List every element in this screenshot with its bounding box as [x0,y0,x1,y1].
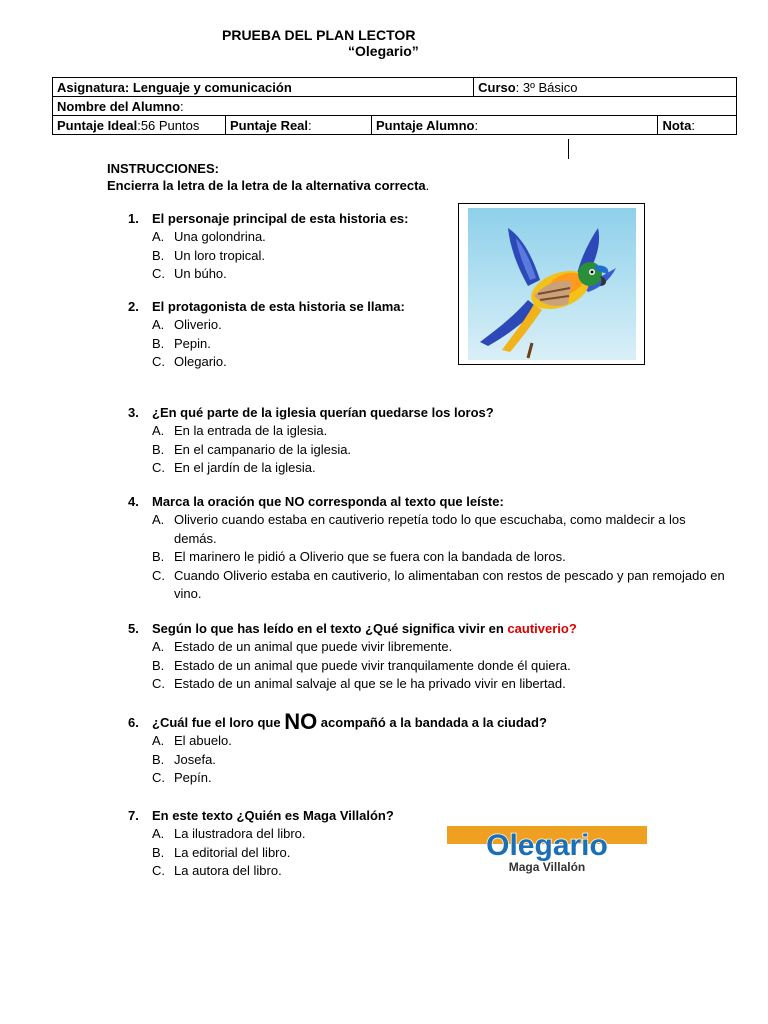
question-7 [128,807,394,881]
puntaje-real-cell[interactable] [226,116,372,135]
question-6 [128,709,547,788]
option-letter: C. [152,354,165,369]
question-text: Según lo que has leído en el texto ¿Qué significa vivir en [152,621,508,636]
page-subtitle: “Olegario” [348,43,419,59]
option-text: Un loro tropical. [174,247,266,263]
option-letter: B. [152,549,165,564]
option-text: Pepín. [174,770,212,785]
option-letter: C. [152,863,165,878]
option-text: Olegario. [174,354,227,369]
parrot-icon [468,208,636,360]
option-text: Estado de un animal que puede vivir tranquilamente donde él quiera. [174,657,571,673]
option-text: Estado de un animal salvaje al que se le ha privado vivir en libertad. [174,676,566,691]
option-letter: A. [152,229,165,244]
option-b[interactable] [152,657,577,676]
option-letter: B. [152,751,165,767]
nota-divider [568,139,569,159]
instructions [107,160,429,194]
instructions-heading: INSTRUCCIONES: [107,161,219,176]
question-3 [128,404,494,478]
emphasis-no: NO [284,709,318,734]
nota-cell[interactable] [658,116,737,135]
curso-value: : 3º Básico [515,79,578,95]
option-text: Cuando Oliverio estaba en cautiverio, lo alimentaban con restos de pescado y pan remojado en vino. [174,567,725,601]
highlight-word: cautiverio? [507,621,577,636]
nota-value: : [691,117,695,133]
puntaje-alumno-label: Puntaje Alumno [376,117,475,133]
option-b[interactable] [152,247,408,266]
table-row [53,97,737,116]
nombre-alumno-value: : [180,98,184,114]
option-letter: C. [152,460,165,475]
option-a[interactable] [152,228,408,247]
option-letter: B. [152,335,165,351]
option-a[interactable] [152,316,405,335]
option-c[interactable] [152,265,408,284]
parrot-illustration [468,208,636,360]
option-letter: A. [152,423,165,438]
question-number: 7. [128,808,139,823]
question-text: ¿Cuál fue el loro que [152,715,285,730]
option-letter: A. [152,826,165,841]
option-text: Pepin. [174,335,211,351]
option-text: En la entrada de la iglesia. [174,423,328,438]
option-c[interactable] [152,459,494,478]
puntaje-real-value: : [308,117,312,133]
instructions-text: Encierra la letra de la letra de la alternativa correcta [107,178,426,193]
option-text: La autora del libro. [174,863,282,878]
question-number: 6. [128,715,139,730]
option-c[interactable] [152,862,394,881]
option-letter: A. [152,512,165,527]
student-info-table [52,77,737,135]
option-letter: C. [152,567,165,583]
asignatura-cell: Asignatura: Lenguaje y comunicación [53,78,474,97]
option-letter: A. [152,639,165,654]
option-c[interactable] [152,353,405,372]
option-a[interactable] [152,422,494,441]
question-text: En este texto ¿Quién es Maga Villalón? [152,808,394,823]
option-c[interactable] [152,675,577,694]
logo-title: Olegario [486,829,608,862]
question-number: 2. [128,299,139,314]
option-text: Un búho. [174,266,227,281]
nombre-alumno-label: Nombre del Alumno [57,98,181,114]
question-text-end: acompañó a la bandada a la ciudad? [317,715,547,730]
option-a[interactable] [152,511,728,548]
instructions-period: . [425,178,430,193]
option-a[interactable] [152,825,394,844]
illustration-frame [458,203,645,365]
option-text: En el jardín de la iglesia. [174,460,316,475]
nombre-alumno-cell[interactable] [53,97,737,116]
option-text: El abuelo. [174,733,232,748]
puntaje-ideal-label: Puntaje Ideal [57,117,138,133]
option-letter: C. [152,266,165,281]
puntaje-ideal-value: :56 Puntos [137,117,200,133]
nota-label: Nota [662,117,692,133]
option-letter: B. [152,844,165,860]
logo-author: Maga Villalón [508,860,586,874]
option-b[interactable] [152,548,728,567]
puntaje-alumno-value: : [474,117,479,133]
question-5 [128,620,577,694]
question-number: 1. [128,211,139,226]
question-1 [128,210,408,284]
option-text: Oliverio. [174,317,222,332]
option-a[interactable] [152,638,577,657]
question-number: 3. [128,405,139,420]
book-logo [447,823,647,878]
curso-label: Curso [478,79,516,95]
option-text: En el campanario de la iglesia. [174,441,352,457]
option-text: Una golondrina. [174,229,266,244]
option-c[interactable] [152,567,728,604]
option-text: Josefa. [174,751,216,767]
option-text: Estado de un animal que puede vivir libremente. [174,639,453,654]
curso-cell[interactable] [474,78,737,97]
puntaje-real-label: Puntaje Real [230,117,309,133]
question-text: El protagonista de esta historia se llama: [152,299,405,314]
option-letter: C. [152,676,165,691]
option-letter: A. [152,317,165,332]
option-a[interactable] [152,732,547,751]
option-b[interactable] [152,441,494,460]
option-letter: B. [152,441,165,457]
question-number: 4. [128,494,139,509]
option-c[interactable] [152,769,547,788]
option-letter: C. [152,770,165,785]
question-text: El personaje principal de esta historia es: [152,211,409,226]
question-text: Marca la oración que NO corresponda al texto que leíste: [152,494,504,509]
option-text: La editorial del libro. [174,844,291,860]
puntaje-ideal-cell [53,116,226,135]
option-b[interactable] [152,335,405,354]
page-title: PRUEBA DEL PLAN LECTOR [222,27,416,43]
option-letter: B. [152,247,165,263]
question-2 [128,298,405,372]
option-text: El marinero le pidió a Oliverio que se fuera con la bandada de loros. [174,549,566,564]
table-row [53,78,737,97]
question-number: 5. [128,621,139,636]
question-4 [128,493,728,604]
table-row [53,116,737,135]
option-text: La ilustradora del libro. [174,826,306,841]
option-letter: A. [152,733,165,748]
question-text: ¿En qué parte de la iglesia querían quedarse los loros? [152,405,494,420]
option-text: Oliverio cuando estaba en cautiverio repetía todo lo que escuchaba, como maldecir a los demás. [174,512,686,546]
option-b[interactable] [152,751,547,770]
option-letter: B. [152,657,165,673]
puntaje-alumno-cell[interactable] [372,116,658,135]
option-b[interactable] [152,844,394,863]
